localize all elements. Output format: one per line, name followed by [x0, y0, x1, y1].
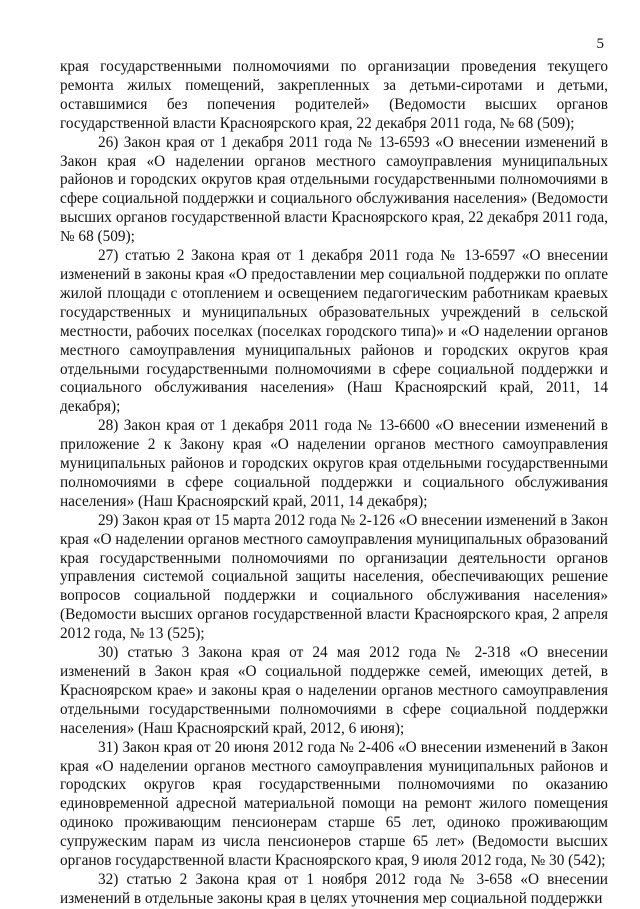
list-item-29: 29) Закон края от 15 марта 2012 года № 2-126 «О внесении изменений в Закон края «О наделении органов местного самоуправления муниципальных образований края государственными полномочиями по организации деятельности органов управления системой социальной защиты населения, обеспечивающих решение вопросов социальной поддержки и социального обслуживания населения» (Ведомости высших органов государственной власти Красноярского края, 2 апреля 2012 года, № 13 (525); — [60, 511, 608, 643]
list-item-31: 31) Закон края от 20 июня 2012 года № 2-406 «О внесении изменений в Закон края «О наделении органов местного самоуправления муниципальных районов и городских округов края государственными полномочиями по оказанию единовременной адресной материальной помощи на ремонт жилого помещения одиноко проживающим пенсионерам старше 65 лет, одиноко проживающим супружеским парам из числа пенсионеров старше 65 лет» (Ведомости высших органов государственной власти Красноярского края, 9 июля 2012 года, № 30 (542); — [60, 738, 608, 870]
list-item-27: 27) статью 2 Закона края от 1 декабря 2011 года № 13-6597 «О внесении изменений в законы края «О предоставлении мер социальной поддержки по оплате жилой площади с отоплением и освещением педагогическим работникам краевых государственных и муниципальных образовательных учреждений в сельской местности, рабочих поселках (поселках городского типа)» и «О наделении органов местного самоуправления муниципальных районов и городских округов края отдельными государственными полномочиями в сфере социальной поддержки и социального обслуживания населения» (Наш Красноярский край, 2011, 14 декабря); — [60, 247, 608, 416]
list-item-30: 30) статью 3 Закона края от 24 мая 2012 года № 2-318 «О внесении изменений в Закон края «О социальной поддержке семей, имеющих детей, в Красноярском крае» и законы края о наделении органов местного самоуправления отдельными государственными полномочиями в сфере социальной поддержки населения» (Наш Красноярский край, 2012, 6 июня); — [60, 644, 608, 737]
list-item-26: 26) Закон края от 1 декабря 2011 года № 13-6593 «О внесении изменений в Закон края «О наделении органов местного самоуправления муниципальных районов и городских округов края отдельными государственными полномочиями в сфере социальной поддержки и социального обслуживания населения» (Ведомости высших органов государственной власти Красноярского края, 22 декабря 2011 года, № 68 (509); — [60, 133, 608, 246]
page-number: 5 — [596, 36, 604, 52]
list-item-28: 28) Закон края от 1 декабря 2011 года № 13-6600 «О внесении изменений в приложение 2 к Закону края «О наделении органов местного самоуправления муниципальных районов и городских округов края отдельными государственными полномочиями в сфере социальной поддержки и социального обслуживания населения» (Наш Красноярский край, 2011, 14 декабря); — [60, 417, 608, 510]
paragraph-continuation: края государственными полномочиями по организации проведения текущего ремонта жилых помещений, закрепленных за детьми-сиротами и детьми, оставшимися без попечения родителей» (Ведомости высших органов государственной власти Красноярского края, 22 декабря 2011 года, № 68 (509); — [60, 58, 608, 132]
list-item-32: 32) статью 2 Закона края от 1 ноября 2012 года № 3-658 «О внесении изменений в отдельные законы края в целях уточнения мер социальной поддержки — [60, 870, 608, 907]
document-body — [60, 58, 608, 909]
